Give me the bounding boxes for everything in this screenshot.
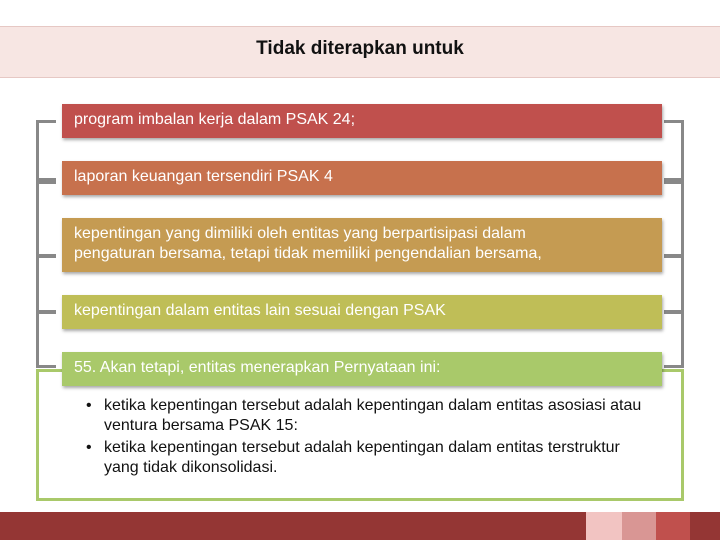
bracket-left-4 <box>36 310 56 368</box>
bracket-right-1 <box>664 120 684 184</box>
bullet-text: ketika kepentingan tersebut adalah kepentingan dalam entitas asosiasi atau ventura bersama PSAK 15: <box>104 397 642 434</box>
bullet-icon: • <box>86 397 92 414</box>
item-text-line1: kepentingan yang dimiliki oleh entitas yang berpartisipasi dalam <box>74 225 526 242</box>
bracket-left-3 <box>36 254 56 314</box>
item-bar-1 <box>62 104 662 138</box>
bracket-right-3 <box>664 254 684 314</box>
footer-swatch-2 <box>622 512 656 540</box>
item-bar-2 <box>62 161 662 195</box>
item-text: 55. Akan tetapi, entitas menerapkan Pernyataan ini: <box>74 359 441 376</box>
footer-swatch-4 <box>690 512 720 540</box>
bracket-left-1 <box>36 120 56 184</box>
item-bar-3 <box>62 218 662 272</box>
item-bar-5 <box>62 352 662 386</box>
page-title: Tidak diterapkan untuk <box>256 38 464 59</box>
bullet-icon: • <box>86 439 92 456</box>
item-text: kepentingan dalam entitas lain sesuai dengan PSAK <box>74 302 446 319</box>
item-text: program imbalan kerja dalam PSAK 24; <box>74 111 356 128</box>
bullet-text: ketika kepentingan tersebut adalah kepentingan dalam entitas terstruktur yang tidak dikonsolidasi. <box>104 439 620 476</box>
item-bar-4 <box>62 295 662 329</box>
footer-swatch-3 <box>656 512 690 540</box>
bracket-right-4 <box>664 310 684 368</box>
footer-swatch-1 <box>586 512 622 540</box>
bullet-list <box>86 396 646 480</box>
list-item <box>86 396 646 436</box>
bracket-right-2 <box>664 178 684 258</box>
item-text: laporan keuangan tersendiri PSAK 4 <box>74 168 333 185</box>
list-item <box>86 438 646 478</box>
top-strip <box>0 0 720 22</box>
bracket-left-2 <box>36 178 56 258</box>
item-text-line2: pengaturan bersama, tetapi tidak memiliki pengendalian bersama, <box>74 245 542 262</box>
